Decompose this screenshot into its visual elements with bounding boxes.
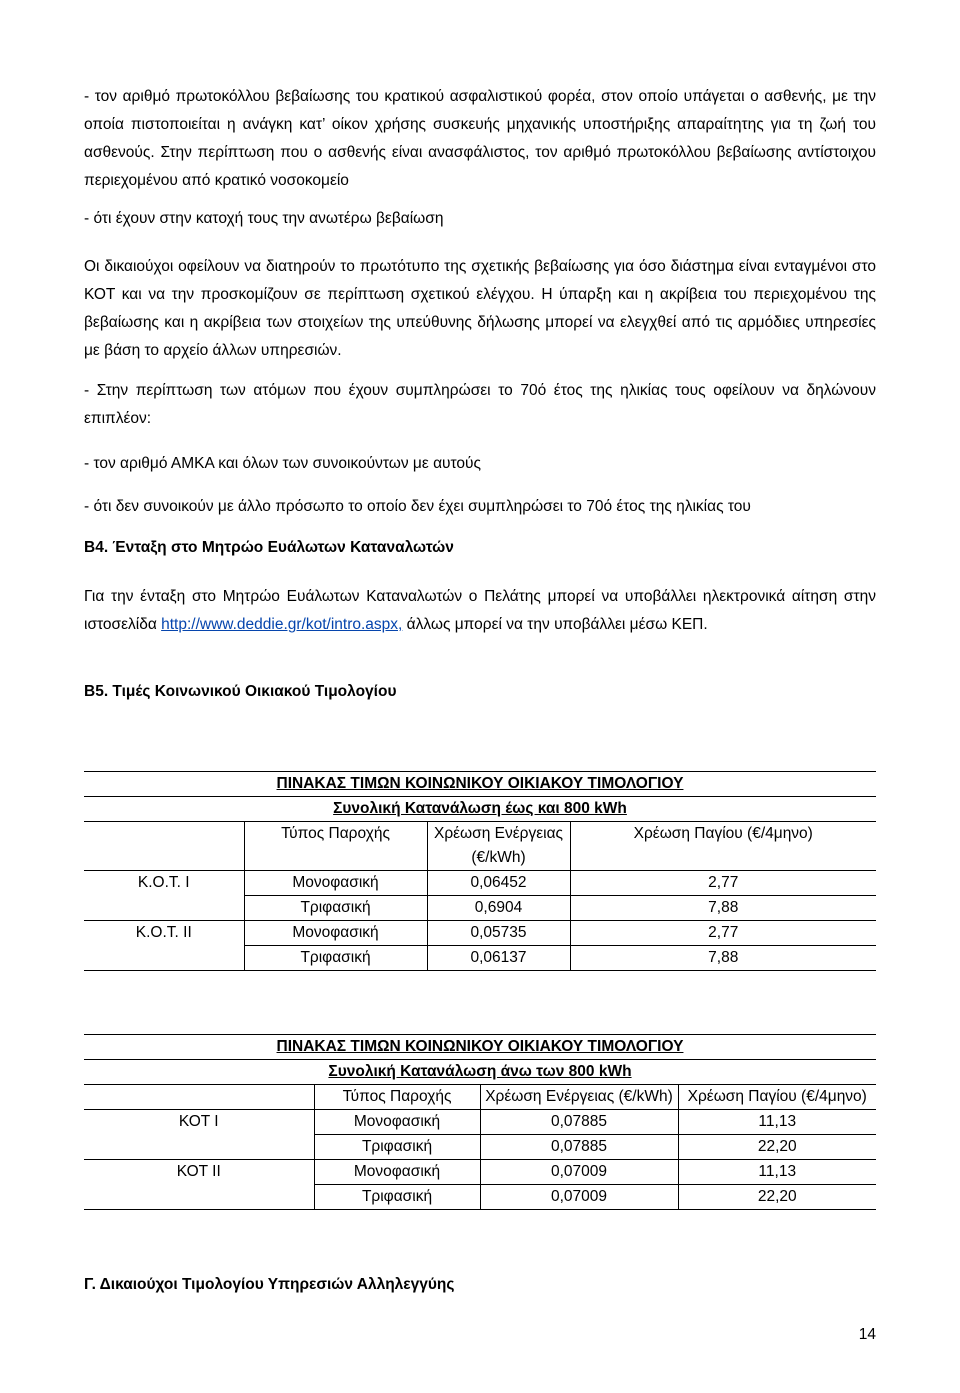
table-row [84,921,876,946]
heading-b4: Β4. Ένταξη στο Μητρώο Ευάλωτων Καταναλωτών [84,539,454,556]
paragraph-text: - ότι έχουν στην κατοχή τους την ανωτέρω βεβαίωση [84,210,444,227]
fixed-charge: 2,77 [570,871,876,896]
header-energy-charge: Χρέωση Ενέργειας (€/kWh) [480,1085,678,1110]
table-row [84,1135,876,1160]
price-table-up-to-800 [84,771,876,971]
supply-type: Τριφασική [314,1135,480,1160]
header-empty [84,822,244,871]
energy-charge: 0,06137 [427,946,570,971]
heading-b5: Β5. Τιμές Κοινωνικού Οικιακού Τιμολογίου [84,683,397,700]
page-number: 14 [858,1326,876,1343]
header-fixed-charge: Χρέωση Παγίου (€/4μηνο) [570,822,876,871]
table-title-row [84,1035,876,1060]
header-supply-type: Τύπος Παροχής [314,1085,480,1110]
table-row [84,946,876,971]
deddie-link[interactable]: http://www.deddie.gr/kot/intro.aspx, [161,616,403,633]
table-title-text: ΠΙΝΑΚΑΣ ΤΙΜΩΝ ΚΟΙΝΩΝΙΚΟΥ ΟΙΚΙΑΚΟΥ ΤΙΜΟΛΟΓΙΟΥ [276,775,684,792]
table-subtitle [84,797,876,822]
fixed-charge: 22,20 [678,1185,876,1210]
table-title [84,772,876,797]
paragraph-text: - Στην περίπτωση των ατόμων που έχουν συμπληρώσει το 70ό έτος της ηλικίας τους οφείλουν να δηλώνουν επιπλέον: [84,382,876,427]
energy-charge: 0,07885 [480,1110,678,1135]
paragraph-registration [84,583,876,639]
paragraph-possession [84,205,876,233]
paragraph-cohabitants [84,493,876,521]
table-row [84,871,876,896]
table-title [84,1035,876,1060]
header-fixed-charge: Χρέωση Παγίου (€/4μηνο) [678,1085,876,1110]
group-label: Κ.Ο.Τ. Ι [84,871,244,896]
header-supply-type: Τύπος Παροχής [244,822,427,871]
paragraph-text [84,583,876,639]
paragraph-text-after-link: άλλως μπορεί να την υποβάλλει μέσω ΚΕΠ. [402,616,708,633]
table-row [84,1160,876,1185]
group-label [84,946,244,971]
paragraph-text-before-link: Για την ένταξη στο Μητρώο Ευάλωτων Καταναλωτών ο Πελάτης μπορεί να υποβάλλει ηλεκτρονικά αίτηση στην ιστοσελίδα [84,588,876,633]
fixed-charge: 11,13 [678,1160,876,1185]
table-header-row [84,1085,876,1110]
paragraph-protocol-number [84,83,876,195]
paragraph-text: Οι δικαιούχοι οφείλουν να διατηρούν το πρωτότυπο της σχετικής βεβαίωσης για όσο διάστημα είναι ενταγμένοι στο ΚΟΤ και να την προσκομίζουν σε περίπτωση σχετικού ελέγχου. Η ύπαρξη και η ακρίβεια του περιεχομένου της βεβαίωσης και η ακρίβεια των στοιχείων της υπεύθυνης δήλωσης μπορεί να ελεγχθεί από τις αρμόδιες υπηρεσίες με βάση το αρχείο άλλων υπηρεσιών. [84,258,876,359]
group-label: Κ.Ο.Τ. ΙΙ [84,921,244,946]
table-title-row [84,772,876,797]
group-label [84,1185,314,1210]
table-subtitle-row [84,1060,876,1085]
group-label [84,896,244,921]
energy-charge: 0,07885 [480,1135,678,1160]
supply-type: Μονοφασική [314,1110,480,1135]
paragraph-text: - τον αριθμό πρωτοκόλλου βεβαίωσης του κρατικού ασφαλιστικού φορέα, στον οποίο υπάγεται ο ασθενής, με την οποία πιστοποιείται η ανάγκη κατ’ οίκον χρήσης συσκευής μηχανικής υποστήριξης απαραίτητης για τη ζωή του ασθενούς. Στην περίπτωση που ο ασθενής είναι ανασφάλιστος, τον αριθμό πρωτοκόλλου βεβαίωσης αντίστοιχου περιεχομένου από κρατικό νοσοκομείο [84,88,876,189]
supply-type: Μονοφασική [244,871,427,896]
paragraph-amka [84,450,876,478]
table-row [84,896,876,921]
group-label: ΚΟΤ Ι [84,1110,314,1135]
supply-type: Τριφασική [314,1185,480,1210]
heading-g: Γ. Δικαιούχοι Τιμολογίου Υπηρεσιών Αλληλεγγύης [84,1276,455,1293]
supply-type: Τριφασική [244,896,427,921]
fixed-charge: 7,88 [570,946,876,971]
energy-charge: 0,6904 [427,896,570,921]
table-row [84,1110,876,1135]
table-header-row [84,822,876,871]
fixed-charge: 7,88 [570,896,876,921]
fixed-charge: 11,13 [678,1110,876,1135]
paragraph-text: - ότι δεν συνοικούν με άλλο πρόσωπο το οποίο δεν έχει συμπληρώσει το 70ό έτος της ηλικίας του [84,498,751,515]
table-subtitle [84,1060,876,1085]
energy-charge: 0,07009 [480,1185,678,1210]
header-empty [84,1085,314,1110]
energy-charge: 0,05735 [427,921,570,946]
table-title-text: ΠΙΝΑΚΑΣ ΤΙΜΩΝ ΚΟΙΝΩΝΙΚΟΥ ΟΙΚΙΑΚΟΥ ΤΙΜΟΛΟΓΙΟΥ [276,1038,684,1055]
fixed-charge: 22,20 [678,1135,876,1160]
group-label [84,1135,314,1160]
supply-type: Τριφασική [244,946,427,971]
supply-type: Μονοφασική [244,921,427,946]
table-subtitle-text: Συνολική Κατανάλωση άνω των 800 kWh [328,1063,632,1080]
energy-charge: 0,07009 [480,1160,678,1185]
paragraph-text: - τον αριθμό ΑΜΚΑ και όλων των συνοικούντων με αυτούς [84,455,481,472]
fixed-charge: 2,77 [570,921,876,946]
paragraph-beneficiaries [84,253,876,365]
table-subtitle-text: Συνολική Κατανάλωση έως και 800 kWh [333,800,627,817]
table-row [84,1185,876,1210]
price-table-over-800 [84,1034,876,1210]
supply-type: Μονοφασική [314,1160,480,1185]
energy-charge: 0,06452 [427,871,570,896]
header-energy-charge: Χρέωση Ενέργειας (€/kWh) [427,822,570,871]
group-label: ΚΟΤ ΙΙ [84,1160,314,1185]
table-subtitle-row [84,797,876,822]
paragraph-age-70 [84,377,876,433]
